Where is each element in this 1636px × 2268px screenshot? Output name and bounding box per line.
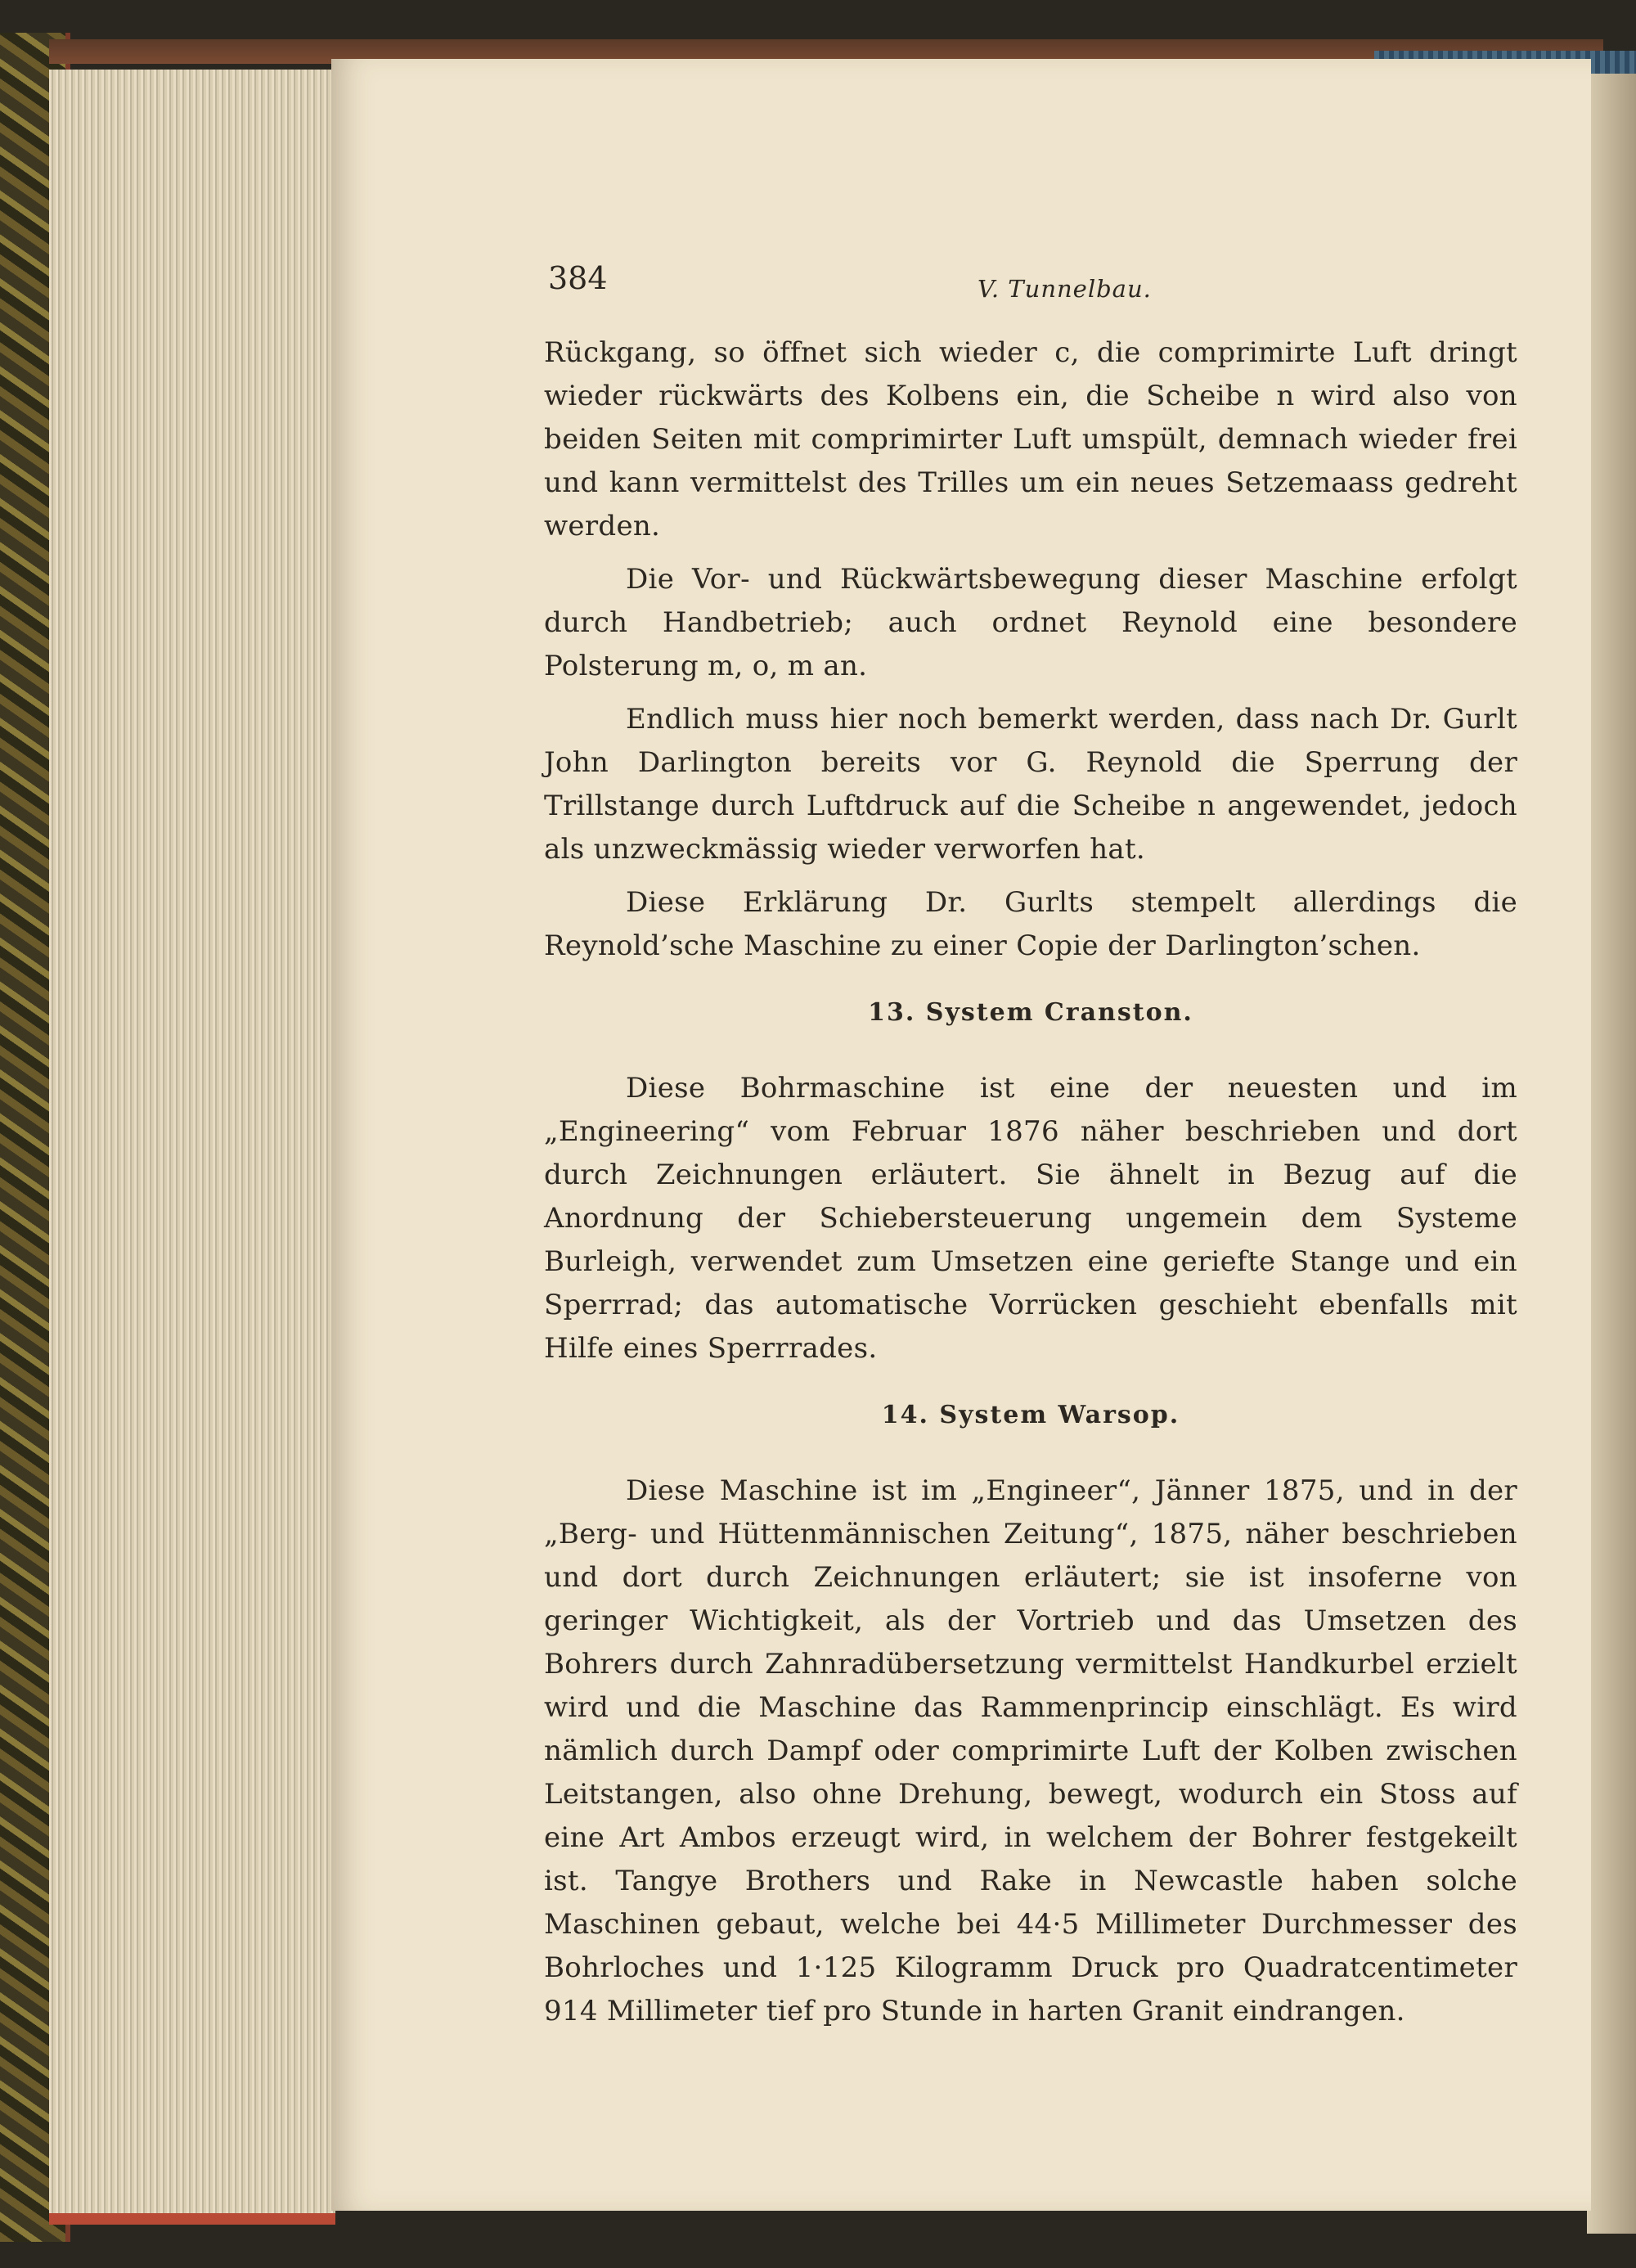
page-stack-edges bbox=[49, 70, 335, 2225]
page-number: 384 bbox=[548, 260, 608, 296]
body-text bbox=[544, 331, 1517, 2043]
paragraph-warsop: Diese Maschine ist im „Engineer“, Jänner 1875, und in der „Berg- und Hüttenmännischen Zeitung“, 1875, näher beschrieben und dort durch Zeichnungen erläutert; sie ist insoferne von geringer Wichtigkeit, als der Vortrieb und das Umsetzen des Bohrers durch Zahnradübersetzung vermittelst Handkurbel erzielt wird und die Maschine das Rammenprincip einschlägt. Es wird nämlich durch Dampf oder comprimirte Luft der Kolben zwischen Leitstangen, also ohne Drehung, bewegt, wodurch ein Stoss auf eine Art Ambos erzeugt wird, in welchem der Bohrer festgekeilt ist. Tangye Brothers und Rake in Newcastle haben solche Maschinen gebaut, welche bei 44·5 Millimeter Durchmesser des Bohrloches und 1·125 Kilogramm Druck pro Quadratcentimeter 914 Millimeter tief pro Stunde in harten Granit eindrangen. bbox=[544, 1474, 1517, 2027]
page-header bbox=[548, 260, 1186, 309]
paragraph: Endlich muss hier noch bemerkt werden, dass nach Dr. Gurlt John Darlington bereits vor G. Reynold die Sperrung der Trillstange durch Luftdruck auf die Scheibe n angewendet, jedoch als unzweckmässig wieder verworfen hat. bbox=[544, 703, 1517, 866]
paragraph-cranston: Diese Bohrmaschine ist eine der neuesten und im „Engineering“ vom Februar 1876 näher beschrieben und dort durch Zeichnungen erläutert. Sie ähnelt in Bezug auf die Anordnung der Schiebersteuerung ungemein dem Systeme Burleigh, verwendet zum Umsetzen eine geriefte Stange und ein Sperrrad; das automatische Vorrücken geschieht ebenfalls mit Hilfe eines Sperrrades. bbox=[544, 1072, 1517, 1365]
facing-page-edge bbox=[1587, 74, 1636, 2234]
paragraph: Die Vor- und Rückwärtsbewegung dieser Maschine erfolgt durch Handbetrieb; auch ordnet Reynold eine besondere Polsterung m, o, m an. bbox=[544, 563, 1517, 682]
section-heading-cranston: 13. System Cranston. bbox=[868, 998, 1193, 1027]
paragraph: Diese Erklärung Dr. Gurlts stempelt allerdings die Reynold’sche Maschine zu einer Copie der Darlington’schen. bbox=[544, 886, 1517, 962]
paragraph-continuation: Rückgang, so öffnet sich wieder c, die comprimirte Luft dringt wieder rückwärts des Kolbens ein, die Scheibe n wird also von beiden Seiten mit comprimirter Luft umspült, demnach wieder frei und kann vermittelst des Trilles um ein neues Setzemaass gedreht werden. bbox=[544, 336, 1517, 542]
section-heading-warsop: 14. System Warsop. bbox=[881, 1401, 1180, 1429]
running-head: V. Tunnelbau. bbox=[978, 275, 1152, 303]
